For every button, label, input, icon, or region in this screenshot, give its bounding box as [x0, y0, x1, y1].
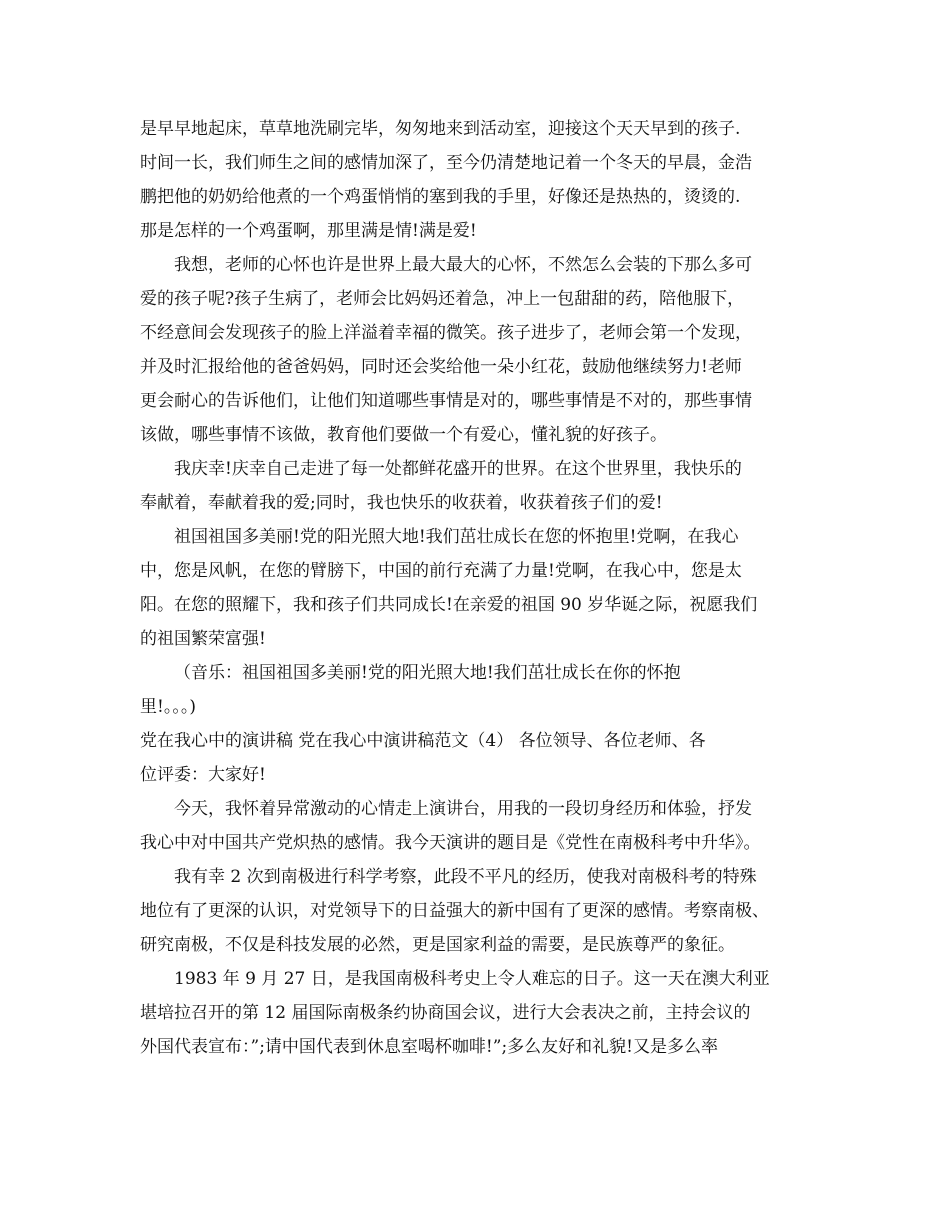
text-line: 我想，老师的心怀也许是世界上最大最大的心怀，不然怎么会装的下那么多可 — [174, 255, 752, 275]
text-line: 堪培拉召开的第 12 届国际南极条约协商国会议，进行大会表决之前，主持会议的 — [140, 1003, 751, 1023]
text-line: 我有幸 2 次到南极进行科学考察，此段不平凡的经历，使我对南极科考的特殊 — [174, 867, 757, 887]
document-body — [140, 112, 820, 1064]
text-line: 鹏把他的奶奶给他煮的一个鸡蛋悄悄的塞到我的手里，好像还是热热的，烫烫的. — [140, 187, 741, 207]
text-line: 位评委：大家好! — [140, 765, 266, 785]
text-line: 不经意间会发现孩子的脸上洋溢着幸福的微笑。孩子进步了，老师会第一个发现， — [140, 323, 752, 343]
text-line: 爱的孩子呢?孩子生病了，老师会比妈妈还着急，冲上一包甜甜的药，陪他服下， — [140, 289, 745, 309]
text-line: 更会耐心的告诉他们，让他们知道哪些事情是对的，哪些事情是不对的，那些事情 — [140, 391, 752, 411]
text-line: 地位有了更深的认识，对党领导下的日益强大的新中国有了更深的感情。考察南极、 — [140, 901, 769, 921]
text-line: 是早早地起床，草草地洗刷完毕，匆匆地来到活动室，迎接这个天天早到的孩子. — [140, 119, 741, 139]
text-line: 奉献着，奉献着我的爱;同时，我也快乐的收获着，收获着孩子们的爱! — [140, 493, 663, 513]
text-line: 党在我心中的演讲稿 党在我心中演讲稿范文（4） 各位领导、各位老师、各 — [140, 731, 706, 751]
text-line: 时间一长，我们师生之间的感情加深了，至今仍清楚地记着一个冬天的早晨，金浩 — [140, 153, 752, 173]
text-line: 1983 年 9 月 27 日，是我国南极科考史上令人难忘的日子。这一天在澳大利亚 — [174, 969, 770, 989]
text-line: 外国代表宣布：”;请中国代表到休息室喝杯咖啡!”;多么友好和礼貌!又是多么率 — [140, 1037, 718, 1057]
text-line: 祖国祖国多美丽!党的阳光照大地!我们茁壮成长在您的怀抱里!党啊，在我心 — [174, 527, 739, 547]
text-line: 该做，哪些事情不该做，教育他们要做一个有爱心，懂礼貌的好孩子。 — [140, 425, 667, 445]
text-line: 研究南极，不仅是科技发展的必然，更是国家利益的需要，是民族尊严的象征。 — [140, 935, 735, 955]
text-line: 我庆幸!庆幸自己走进了每一处都鲜花盛开的世界。在这个世界里，我快乐的 — [174, 459, 742, 479]
text-line: 里!。。。) — [140, 697, 196, 717]
text-line: 阳。在您的照耀下，我和孩子们共同成长!在亲爱的祖国 90 岁华诞之际，祝愿我们 — [140, 595, 758, 615]
text-line: 并及时汇报给他的爸爸妈妈，同时还会奖给他一朵小红花，鼓励他继续努力!老师 — [140, 357, 742, 377]
text-line: 中，您是风帆，在您的臂膀下，中国的前行充满了力量!党啊，在我心中，您是太 — [140, 561, 742, 581]
text-line: （音乐：祖国祖国多美丽!党的阳光照大地!我们茁壮成长在你的怀抱 — [174, 663, 681, 683]
text-line: 那是怎样的一个鸡蛋啊，那里满是情!满是爱! — [140, 221, 477, 241]
text-line: 我心中对中国共产党炽热的感情。我今天演讲的题目是《党性在南极科考中升华》。 — [140, 833, 761, 853]
text-line: 的祖国繁荣富强! — [140, 629, 266, 649]
text-line: 今天，我怀着异常激动的心情走上演讲台，用我的一段切身经历和体验，抒发 — [174, 799, 752, 819]
